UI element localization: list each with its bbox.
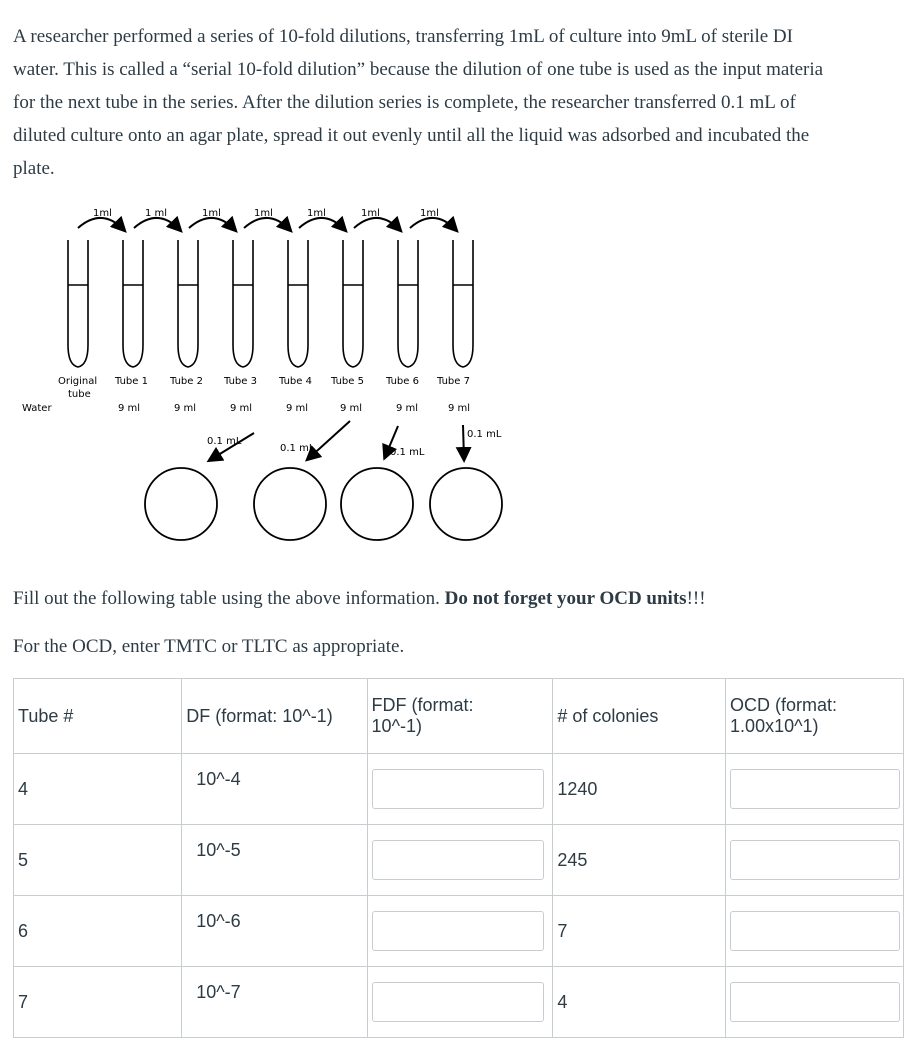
plate-transfer-label: 0.1 mL (207, 436, 242, 447)
table-row (14, 754, 904, 825)
plate-transfer-label: 0.1 mL (390, 447, 425, 458)
table-row (14, 896, 904, 967)
df-cell (182, 896, 367, 967)
df-cell (182, 967, 367, 1038)
tube-label: Tube 5 (331, 376, 364, 387)
table-row (14, 967, 904, 1038)
colonies-count: 7 (553, 896, 726, 967)
fdf-cell (367, 754, 553, 825)
transfer-arrow (299, 218, 345, 230)
ocd-input[interactable] (730, 911, 900, 951)
tube-number: 7 (14, 967, 182, 1038)
instruction-emphasis: Do not forget your OCD units (444, 588, 687, 609)
transfer-label: 1 ml (145, 208, 168, 219)
agar-plate (254, 468, 326, 540)
water-volume: 9 ml (286, 403, 309, 414)
table-row (14, 825, 904, 896)
transfer-label: 1ml (307, 208, 326, 219)
agar-plate (145, 468, 217, 540)
instruction-line-2: For the OCD, enter TMTC or TLTC as appropriate. (13, 636, 405, 657)
fdf-input[interactable] (372, 840, 544, 880)
df-cell (182, 754, 367, 825)
header-fdf-line: FDF (format: (371, 695, 474, 715)
fdf-input[interactable] (372, 982, 544, 1022)
tube-3 (233, 240, 253, 367)
transfer-arrow (78, 218, 124, 230)
tube-number: 6 (14, 896, 182, 967)
question-text (13, 20, 904, 185)
header-ocd (726, 679, 904, 754)
water-volume: 9 ml (340, 403, 363, 414)
serial-dilution-diagram (0, 195, 520, 545)
header-df: DF (format: 10^-1) (182, 679, 367, 754)
water-volume: 9 ml (174, 403, 197, 414)
tube-label: Tube 6 (386, 376, 419, 387)
ocd-input[interactable] (730, 982, 900, 1022)
ocd-cell (726, 825, 904, 896)
agar-plate (430, 468, 502, 540)
colonies-count: 245 (553, 825, 726, 896)
intro-line: plate. (13, 158, 55, 179)
instruction-line-1 (13, 588, 706, 610)
tube-label: tube (68, 389, 91, 400)
transfer-arrow (354, 218, 400, 230)
tube-label: Tube 1 (115, 376, 148, 387)
tube-5 (343, 240, 363, 367)
transfer-label: 1ml (420, 208, 439, 219)
tube-label: Original (58, 376, 98, 387)
water-volume: 9 ml (396, 403, 419, 414)
fdf-input[interactable] (372, 911, 544, 951)
header-fdf-line: 10^-1) (371, 716, 423, 736)
ocd-input[interactable] (730, 840, 900, 880)
intro-line: for the next tube in the series. After the dilution series is complete, the researcher transferred 0.1 mL of (13, 92, 796, 113)
tube-label: Tube 2 (170, 376, 203, 387)
water-volume: 9 ml (448, 403, 471, 414)
fdf-input[interactable] (372, 769, 544, 809)
tube-label: Tube 4 (279, 376, 312, 387)
colonies-count: 1240 (553, 754, 726, 825)
fdf-cell (367, 896, 553, 967)
tube-4 (288, 240, 308, 367)
ocd-cell (726, 967, 904, 1038)
fdf-cell (367, 967, 553, 1038)
colonies-count: 4 (553, 967, 726, 1038)
tube-number: 4 (14, 754, 182, 825)
transfer-arrow (134, 218, 180, 230)
header-colonies: # of colonies (553, 679, 726, 754)
ocd-cell (726, 754, 904, 825)
transfer-arrow (244, 218, 290, 230)
instruction-suffix: !!! (686, 588, 706, 609)
df-value: 10^-6 (196, 910, 241, 931)
tube-1 (123, 240, 143, 367)
tube-number: 5 (14, 825, 182, 896)
agar-plate (341, 468, 413, 540)
df-value: 10^-4 (196, 768, 241, 789)
original-tube (68, 240, 88, 367)
tube-2 (178, 240, 198, 367)
ocd-cell (726, 896, 904, 967)
header-ocd-line: 1.00x10^1) (730, 716, 819, 736)
header-fdf (367, 679, 553, 754)
header-tube: Tube # (14, 679, 182, 754)
df-value: 10^-5 (196, 839, 241, 860)
transfer-label: 1ml (361, 208, 380, 219)
transfer-label: 1ml (202, 208, 221, 219)
transfer-arrow (410, 218, 456, 230)
tube-label: Tube 3 (224, 376, 257, 387)
df-cell (182, 825, 367, 896)
tube-label: Tube 7 (437, 376, 470, 387)
water-volume: 9 ml (118, 403, 141, 414)
ocd-input[interactable] (730, 769, 900, 809)
fdf-cell (367, 825, 553, 896)
intro-line: A researcher performed a series of 10-fold dilutions, transferring 1mL of culture into 9mL of sterile DI (13, 26, 793, 47)
plate-transfer-label: 0.1 mL (467, 429, 502, 440)
instruction-text: Fill out the following table using the above information. (13, 588, 445, 609)
intro-line: diluted culture onto an agar plate, spread it out evenly until all the liquid was adsorbed and incubated the (13, 125, 810, 146)
transfer-label: 1ml (93, 208, 112, 219)
tube-6 (398, 240, 418, 367)
intro-line: water. This is called a “serial 10-fold dilution” because the dilution of one tube is used as the input materia (13, 59, 824, 80)
plate-transfer-label: 0.1 mL (280, 443, 315, 454)
header-ocd-line: OCD (format: (730, 695, 838, 715)
water-label: Water (22, 403, 52, 414)
tube-7 (453, 240, 473, 367)
plate-arrow (463, 425, 464, 459)
transfer-label: 1ml (254, 208, 273, 219)
dilution-table (13, 678, 904, 1038)
transfer-arrow (189, 218, 235, 230)
water-volume: 9 ml (230, 403, 253, 414)
df-value: 10^-7 (196, 981, 241, 1002)
table-header-row (14, 679, 904, 754)
